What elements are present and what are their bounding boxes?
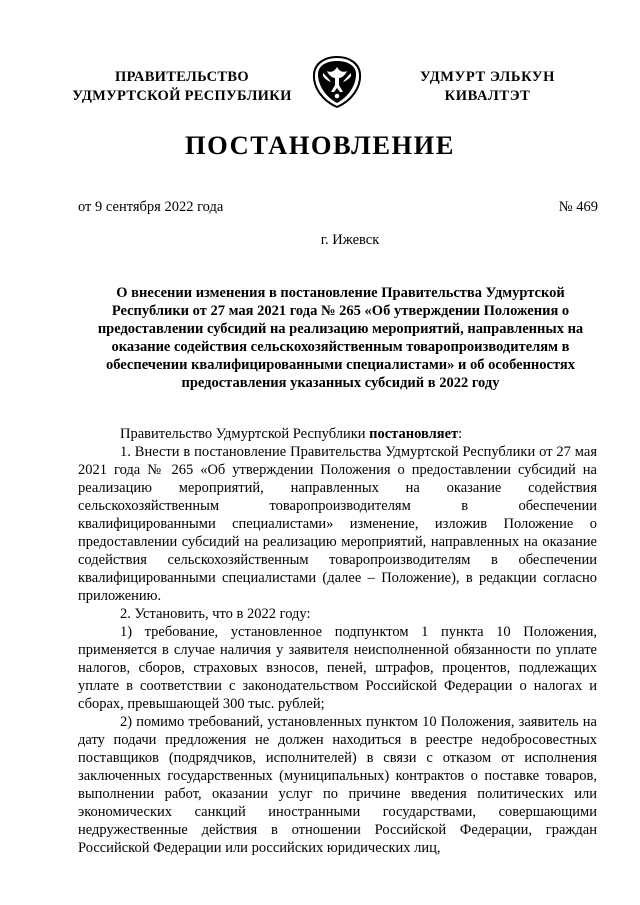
intro-keyword: постановляет — [369, 426, 459, 442]
document-number: № 469 — [558, 199, 598, 215]
document-city: г. Ижевск — [320, 232, 380, 248]
header-right-line1: УДМУРТ ЭЛЬКУН — [419, 69, 556, 85]
government-header-ru — [62, 68, 302, 106]
paragraph-2: 2. Установить, что в 2022 году: — [120, 606, 311, 622]
header-left-line1: ПРАВИТЕЛЬСТВО — [115, 69, 249, 85]
paragraph-2-item-1: 1) требование, установленное подпунктом 1 пункта 10 Положения, применяется в случае наличия у заявителя неисполненной обязанности по уплате налогов, сборов, страховых взносов, пеней, штрафов, процентов, подлежащих уплате в соответствии с законодательством Российской Федерации о налогах и сборах, превышающей 300 тыс. рублей; — [78, 624, 597, 712]
intro-paragraph — [78, 425, 597, 443]
document-title: ПОСТАНОВЛЕНИЕ — [185, 130, 455, 160]
udmurt-coat-of-arms-icon — [309, 54, 365, 110]
document-subject: О внесении изменения в постановление Правительства Удмуртской Республики от 27 мая 2021 года № 265 «Об утверждении Положения о предоставлении субсидий на реализацию мероприятий, направленных на оказание содействия сельскохозяйственным товаропроизводителям в обеспечении квалифицированными специалистами» и об особенностях предоставления указанных субсидий в 2022 году — [97, 285, 584, 391]
paragraph-2-item-2: 2) помимо требований, установленных пунктом 10 Положения, заявитель на дату подачи предложения не должен находиться в реестре недобросовестных поставщиков (подрядчиков, исполнителей) в связи с отказом от исполнения заключенных государственных (муниципальных) контрактов о поставке товаров, выполнении работ, оказании услуг по причине введения политических или экономических санкций иностранными государствами, совершающими недружественные действия в отношении Российской Федерации, граждан Российской Федерации или российских юридических лиц, — [78, 714, 597, 856]
header-left-line2: УДМУРТСКОЙ РЕСПУБЛИКИ — [72, 88, 292, 104]
intro-prefix: Правительство Удмуртской Республики — [120, 426, 370, 442]
government-header-udm — [395, 68, 580, 106]
header-right-line2: КИВАЛТЭТ — [444, 88, 531, 104]
intro-suffix: : — [458, 426, 463, 442]
document-date: от 9 сентября 2022 года — [78, 199, 224, 215]
paragraph-1: 1. Внести в постановление Правительства Удмуртской Республики от 27 мая 2021 года № 265 «Об утверждении Положения о предоставлении субсидий на реализацию мероприятий, направленных на оказание содействия сельскохозяйственным товаропроизводителям в обеспечении квалифицированными специалистами» изменение, изложив Положение о предоставлении субсидий на реализацию мероприятий, направленных на оказание содействия сельскохозяйственным товаропроизводителям в обеспечении квалифицированными специалистами (далее – Положение), в редакции согласно приложению. — [78, 444, 597, 604]
document-body — [78, 425, 597, 857]
